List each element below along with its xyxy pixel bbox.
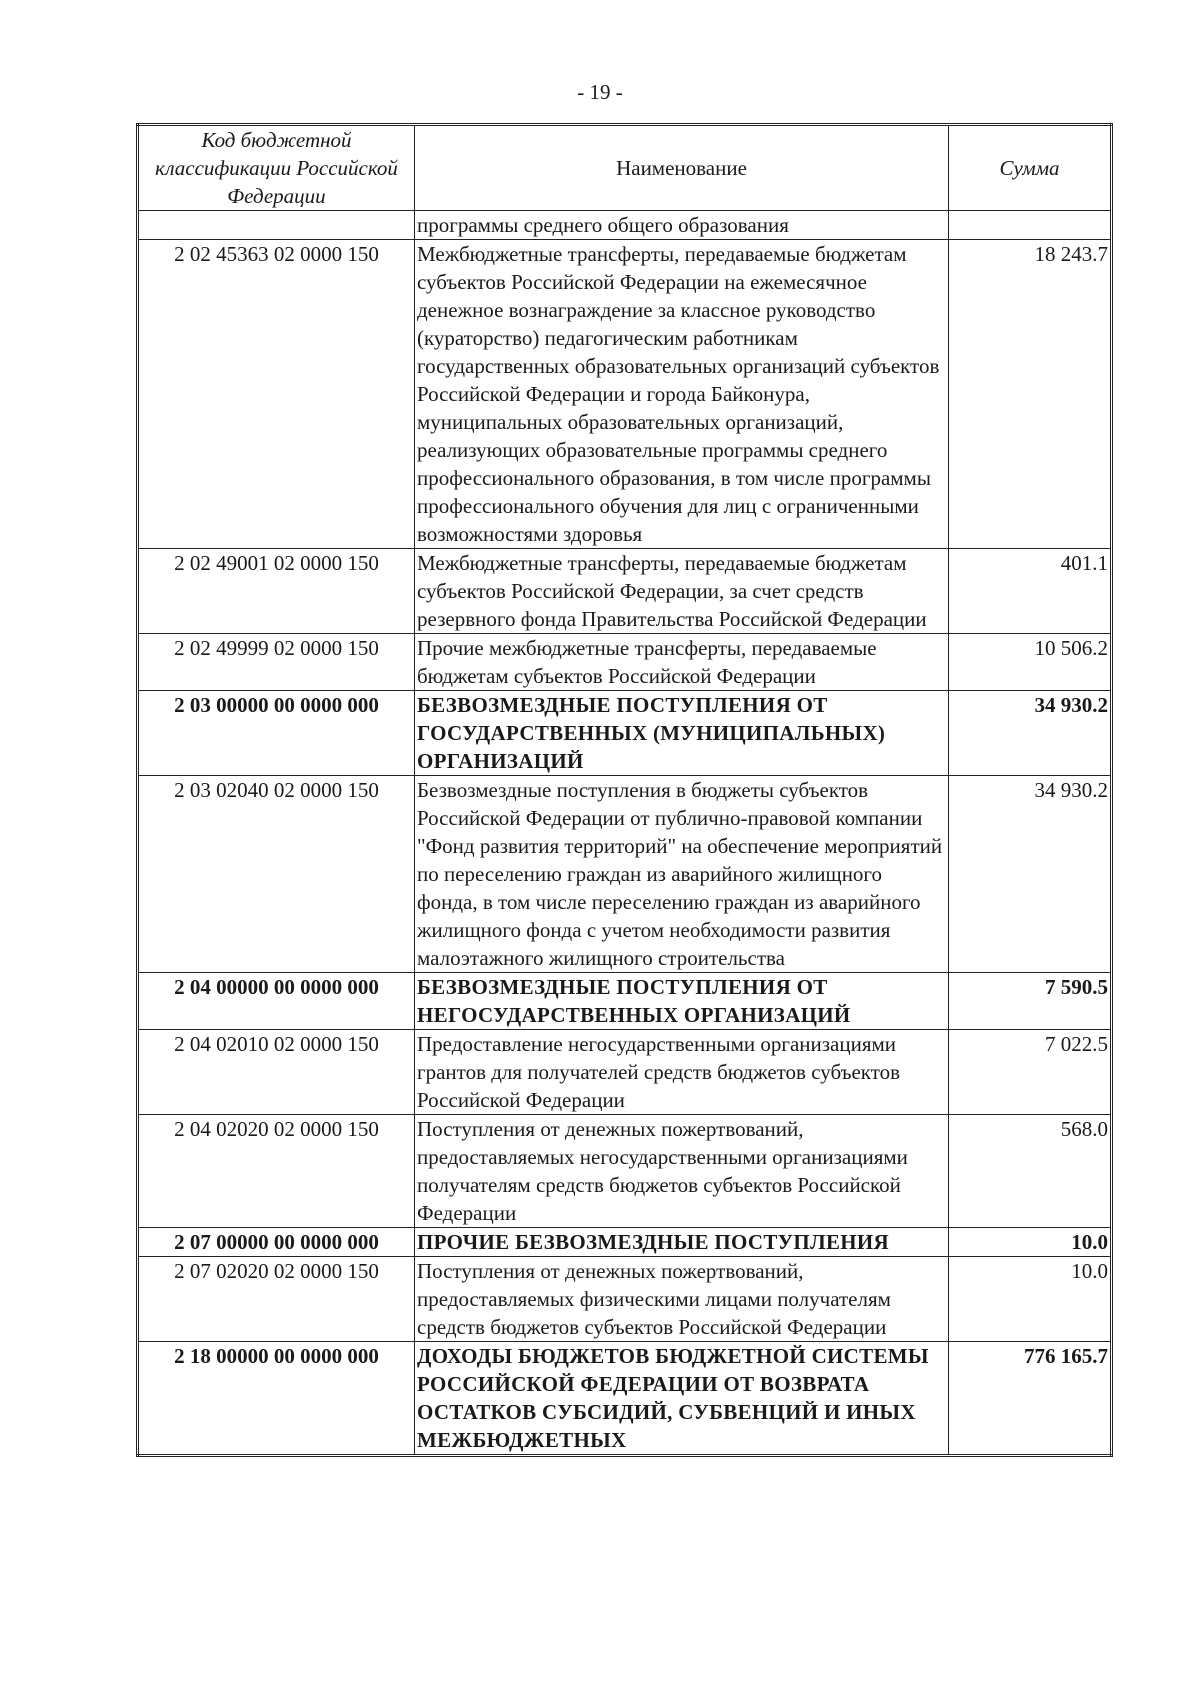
row-name: ДОХОДЫ БЮДЖЕТОВ БЮДЖЕТНОЙ СИСТЕМЫ РОССИЙСКОЙ ФЕДЕРАЦИИ ОТ ВОЗВРАТА ОСТАТКОВ СУБСИДИЙ, СУБВЕНЦИЙ И ИНЫХ МЕЖБЮДЖЕТНЫХ <box>415 1342 949 1456</box>
table-row <box>138 549 1112 634</box>
row-code: 2 07 02020 02 0000 150 <box>138 1257 415 1342</box>
table-row <box>138 691 1112 776</box>
row-name: ПРОЧИЕ БЕЗВОЗМЕЗДНЫЕ ПОСТУПЛЕНИЯ <box>415 1228 949 1257</box>
row-sum: 18 243.7 <box>949 240 1112 549</box>
header-code: Код бюджетной классификации Российской Федерации <box>138 125 415 211</box>
row-sum: 568.0 <box>949 1115 1112 1228</box>
table-row <box>138 1115 1112 1228</box>
page-number: - 19 - <box>577 80 623 104</box>
row-name: Поступления от денежных пожертвований, предоставляемых негосударственными организациями получателям средств бюджетов субъектов Российской Федерации <box>415 1115 949 1228</box>
header-name: Наименование <box>415 125 949 211</box>
row-sum: 34 930.2 <box>949 691 1112 776</box>
table-row <box>138 776 1112 973</box>
row-sum: 776 165.7 <box>949 1342 1112 1456</box>
header-sum: Сумма <box>949 125 1112 211</box>
row-name: Поступления от денежных пожертвований, предоставляемых физическими лицами получателям средств бюджетов субъектов Российской Федерации <box>415 1257 949 1342</box>
row-code: 2 02 49999 02 0000 150 <box>138 634 415 691</box>
row-name: программы среднего общего образования <box>415 211 949 240</box>
row-name: Прочие межбюджетные трансферты, передаваемые бюджетам субъектов Российской Федерации <box>415 634 949 691</box>
table-row <box>138 211 1112 240</box>
row-sum: 7 022.5 <box>949 1030 1112 1115</box>
row-name: Межбюджетные трансферты, передаваемые бюджетам субъектов Российской Федерации, за счет средств резервного фонда Правительства Российской Федерации <box>415 549 949 634</box>
row-code: 2 18 00000 00 0000 000 <box>138 1342 415 1456</box>
row-sum: 7 590.5 <box>949 973 1112 1030</box>
row-sum <box>949 211 1112 240</box>
table-row <box>138 1342 1112 1456</box>
row-sum: 10.0 <box>949 1257 1112 1342</box>
row-sum: 34 930.2 <box>949 776 1112 973</box>
row-name: Предоставление негосударственными организациями грантов для получателей средств бюджетов субъектов Российской Федерации <box>415 1030 949 1115</box>
row-code: 2 04 02020 02 0000 150 <box>138 1115 415 1228</box>
row-code <box>138 211 415 240</box>
table-row <box>138 973 1112 1030</box>
table-row <box>138 1228 1112 1257</box>
row-code: 2 03 02040 02 0000 150 <box>138 776 415 973</box>
row-sum: 10.0 <box>949 1228 1112 1257</box>
row-name: БЕЗВОЗМЕЗДНЫЕ ПОСТУПЛЕНИЯ ОТ НЕГОСУДАРСТВЕННЫХ ОРГАНИЗАЦИЙ <box>415 973 949 1030</box>
row-name: Межбюджетные трансферты, передаваемые бюджетам субъектов Российской Федерации на ежемесячное денежное вознаграждение за классное руководство (кураторство) педагогическим работникам государственных образовательных организаций субъектов Российской Федерации и города Байконура, муниципальных образовательных организаций, реализующих образовательные программы среднего профессионального образования, в том числе программы профессионального обучения для лиц с ограниченными возможностями здоровья <box>415 240 949 549</box>
row-code: 2 04 00000 00 0000 000 <box>138 973 415 1030</box>
table-row <box>138 1030 1112 1115</box>
row-code: 2 04 02010 02 0000 150 <box>138 1030 415 1115</box>
row-name: Безвозмездные поступления в бюджеты субъектов Российской Федерации от публично-правовой компании "Фонд развития территорий" на обеспечение мероприятий по переселению граждан из аварийного жилищного фонда, в том числе переселению граждан из аварийного жилищного фонда с учетом необходимости развития малоэтажного жилищного строительства <box>415 776 949 973</box>
row-code: 2 02 45363 02 0000 150 <box>138 240 415 549</box>
table-row <box>138 1257 1112 1342</box>
table-header-row <box>138 125 1112 211</box>
budget-table <box>136 123 1113 1457</box>
row-code: 2 07 00000 00 0000 000 <box>138 1228 415 1257</box>
row-code: 2 02 49001 02 0000 150 <box>138 549 415 634</box>
table-row <box>138 634 1112 691</box>
row-name: БЕЗВОЗМЕЗДНЫЕ ПОСТУПЛЕНИЯ ОТ ГОСУДАРСТВЕННЫХ (МУНИЦИПАЛЬНЫХ) ОРГАНИЗАЦИЙ <box>415 691 949 776</box>
row-sum: 401.1 <box>949 549 1112 634</box>
row-code: 2 03 00000 00 0000 000 <box>138 691 415 776</box>
row-sum: 10 506.2 <box>949 634 1112 691</box>
table-row <box>138 240 1112 549</box>
